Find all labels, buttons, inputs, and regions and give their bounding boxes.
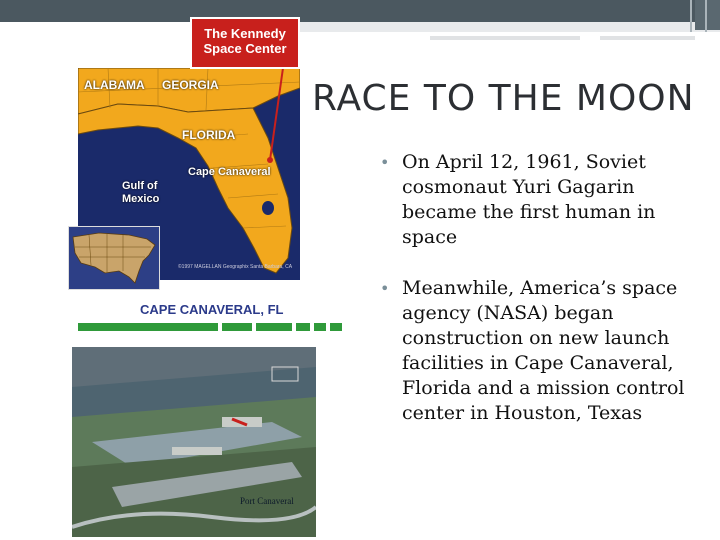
bullet-marker-icon: • xyxy=(380,153,390,172)
map-label-gulf-of-mexico: Gulf of Mexico xyxy=(122,180,160,205)
bullet-marker-icon: • xyxy=(380,279,390,298)
map-label-georgia: GEORGIA xyxy=(162,78,219,92)
caption-underline-bar xyxy=(78,323,342,331)
map-label-florida: FLORIDA xyxy=(182,128,236,142)
usa-inset-drawing xyxy=(69,227,159,289)
usa-inset-map xyxy=(68,226,160,290)
banner-accent-strip xyxy=(300,22,720,32)
bullet-list xyxy=(380,150,715,452)
bullet-item xyxy=(380,276,715,426)
cape-canaveral-aerial-photo xyxy=(72,347,316,537)
banner-accent-line xyxy=(430,36,580,40)
aerial-caption: CAPE CANAVERAL, FL xyxy=(140,302,284,317)
slide-title: RACE TO THE MOON xyxy=(312,78,695,119)
map-label-alabama: ALABAMA xyxy=(84,78,145,92)
map-label-cape-canaveral: Cape Canaveral xyxy=(188,166,271,178)
top-banner-bar xyxy=(0,0,720,22)
banner-corner-line xyxy=(705,0,707,32)
aerial-photo-drawing xyxy=(72,347,316,537)
bullet-text: Meanwhile, America’s space agency (NASA) began construction on new launch facilities in Cape Canaveral, Florida and a mission control center in Houston, Texas xyxy=(402,277,685,424)
map-credit-text: ©1997 MAGELLAN Geographix Santa Barbara, CA xyxy=(178,264,293,270)
port-canaveral-logo-text: Port Canaveral xyxy=(240,496,294,506)
banner-corner-block xyxy=(695,0,720,30)
bullet-text: On April 12, 1961, Soviet cosmonaut Yuri Gagarin became the first human in space xyxy=(402,151,656,248)
banner-corner-line xyxy=(690,0,692,32)
bullet-item xyxy=(380,150,715,250)
banner-accent-line xyxy=(600,36,695,40)
kennedy-space-center-label: The Kennedy Space Center xyxy=(190,17,300,69)
